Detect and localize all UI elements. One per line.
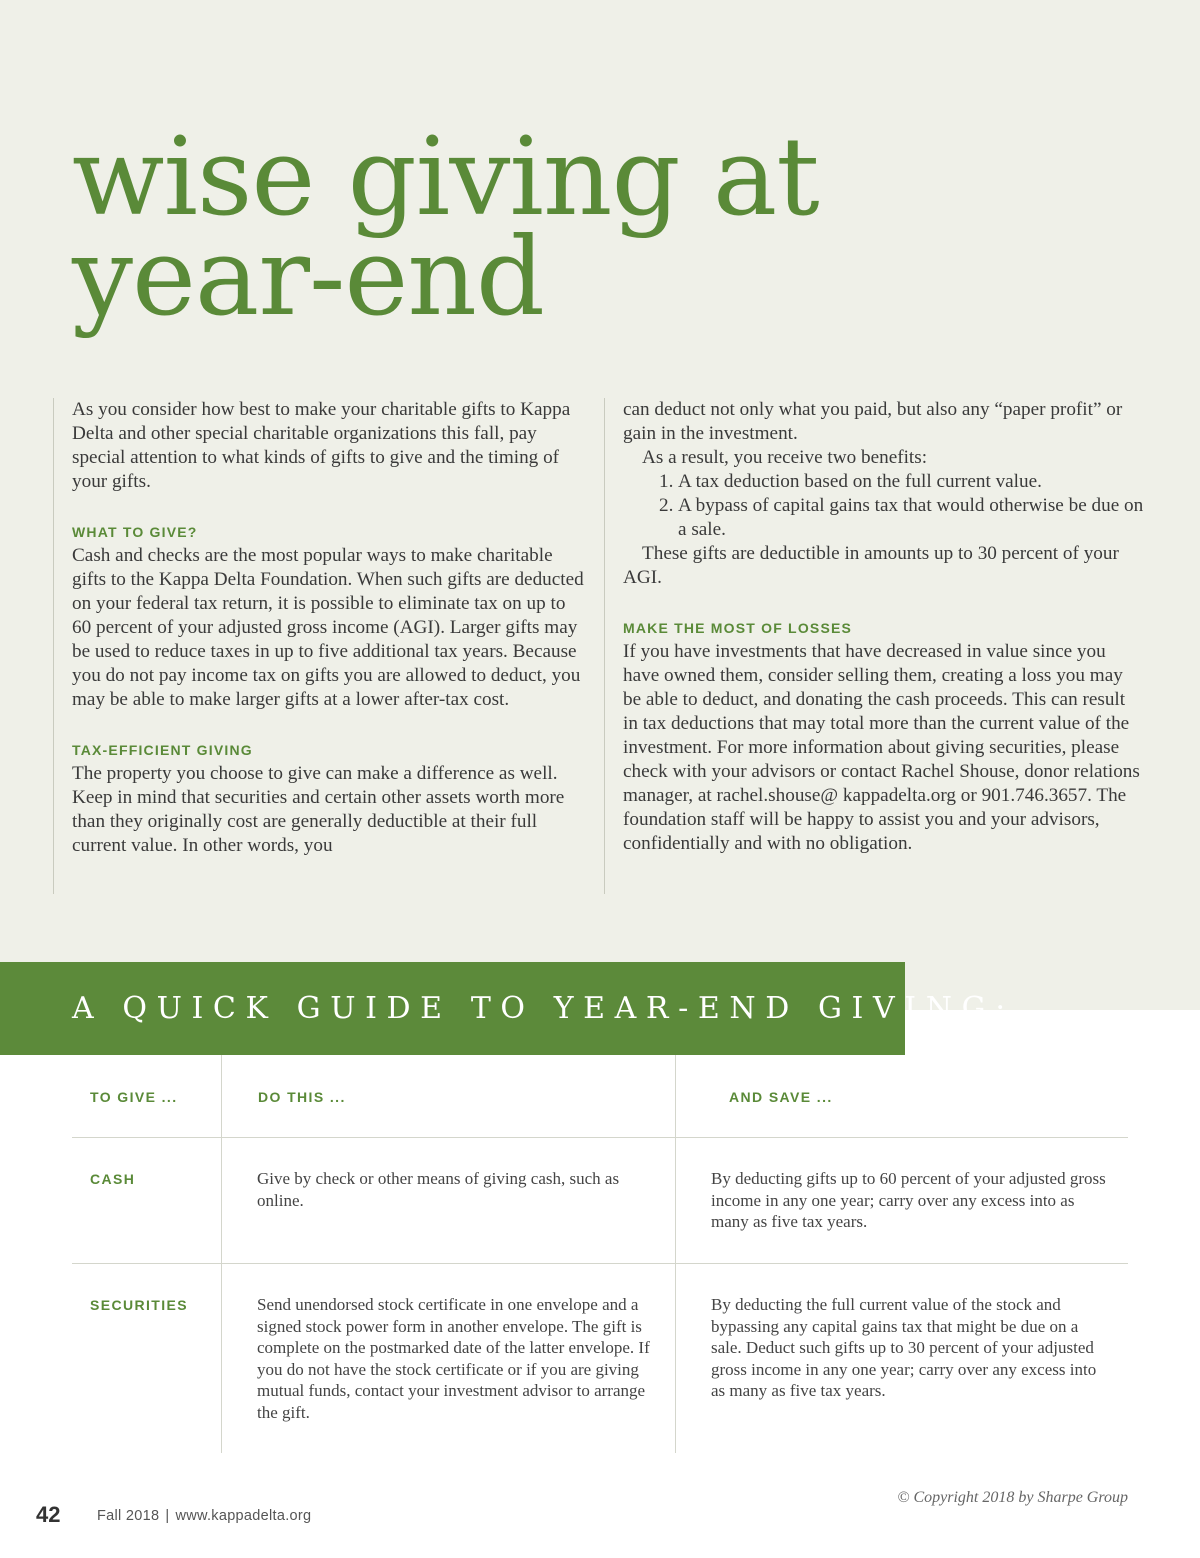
left-column [53, 398, 588, 894]
header-to-give: TO GIVE ... [90, 1089, 178, 1105]
row-label-securities: SECURITIES [90, 1297, 189, 1313]
cash-and-save: By deducting gifts up to 60 percent of your adjusted gross income in any one year; carry over any excess into as many as five tax years. [711, 1169, 1106, 1231]
quick-guide-title: A QUICK GUIDE TO YEAR-END GIVING: [72, 991, 1015, 1026]
tax-efficient-heading: TAX-EFFICIENT GIVING [72, 742, 253, 758]
losses-heading: MAKE THE MOST OF LOSSES [623, 620, 853, 636]
quick-guide-table [72, 1055, 1128, 1453]
column-divider [675, 1055, 676, 1453]
list-item [623, 470, 1144, 494]
page-title-line-2: year-end [72, 215, 545, 340]
securities-do-this: Send unendorsed stock certificate in one envelope and a signed stock power form in another envelope. The gift is complete on the postmarked date of the latter envelope. If you do not have the stock certificate or if you are giving mutual funds, contact your investment advisor to arrange the gift. [257, 1295, 650, 1422]
losses-paragraph: If you have investments that have decreased in value since you have owned them, consider selling them, creating a loss you may be able to deduct, and donating the cash proceeds. This can result in tax deductions that may total more than the current value of the investment. For more information about giving securities, please check with your advisors or contact Rachel Shouse, donor relations manager, at rachel.shouse@ kappadelta.org or 901.746.3657. The foundation staff will be happy to assist you and your advisors, confidentially and with no obligation. [623, 641, 1140, 854]
cash-do-this: Give by check or other means of giving cash, such as online. [257, 1169, 620, 1210]
tax-efficient-paragraph: The property you choose to give can make a difference as well. Keep in mind that securities and certain other assets worth more than they originally cost are generally deductible at their full current value. In other words, you [72, 763, 565, 856]
website-link[interactable]: www.kappadelta.org [175, 1508, 312, 1524]
intro-paragraph: As you consider how best to make your charitable gifts to Kappa Delta and other special charitable organizations this fall, pay special attention to what kinds of gifts to give and the timing of your gifts. [72, 399, 571, 492]
benefits-intro: As a result, you receive two benefits: [642, 447, 928, 468]
header-do-this: DO THIS ... [258, 1089, 346, 1105]
row-label-cash: CASH [90, 1171, 136, 1187]
list-text: A bypass of capital gains tax that would otherwise be due on a sale. [678, 495, 1144, 540]
list-number: 1. [659, 471, 674, 492]
what-to-give-paragraph: Cash and checks are the most popular ways to make charitable gifts to the Kappa Delta Foundation. When such gifts are deducted on your federal tax return, it is possible to eliminate tax on up to 60 percent of your adjusted gross income (AGI). Larger gifts may be used to reduce taxes in up to five additional tax years. Because you do not pay income tax on gifts you are allowed to deduct, you may be able to make larger gifts at a lower after-tax cost. [72, 545, 584, 710]
deductible-note: These gifts are deductible in amounts up to 30 percent of your AGI. [623, 543, 1119, 588]
row-divider [72, 1137, 1128, 1138]
page-title [72, 115, 972, 340]
page-title-line-1: wise giving at [72, 115, 819, 240]
list-number: 2. [659, 495, 674, 516]
quick-guide-banner [0, 962, 1015, 1055]
continued-paragraph: can deduct not only what you paid, but also any “paper profit” or gain in the investment. [623, 399, 1123, 444]
list-item [623, 494, 1144, 542]
benefits-list [623, 470, 1144, 542]
column-divider [221, 1055, 222, 1453]
issue-label: Fall 2018 [97, 1508, 160, 1524]
footer-separator: | [165, 1508, 170, 1524]
what-to-give-heading: WHAT TO GIVE? [72, 524, 198, 540]
right-column [604, 398, 1144, 894]
row-divider [72, 1263, 1128, 1264]
header-and-save: AND SAVE ... [729, 1089, 833, 1105]
securities-and-save: By deducting the full current value of the stock and bypassing any capital gains tax that might be due on a sale. Deduct such gifts up to 30 percent of your adjusted gross income in any one year; carry over any excess into as many as five tax years. [711, 1295, 1097, 1400]
footer-info [97, 1508, 311, 1524]
copyright-notice: © Copyright 2018 by Sharpe Group [897, 1489, 1128, 1506]
page-number: 42 [36, 1502, 61, 1527]
list-text: A tax deduction based on the full current value. [678, 471, 1042, 492]
